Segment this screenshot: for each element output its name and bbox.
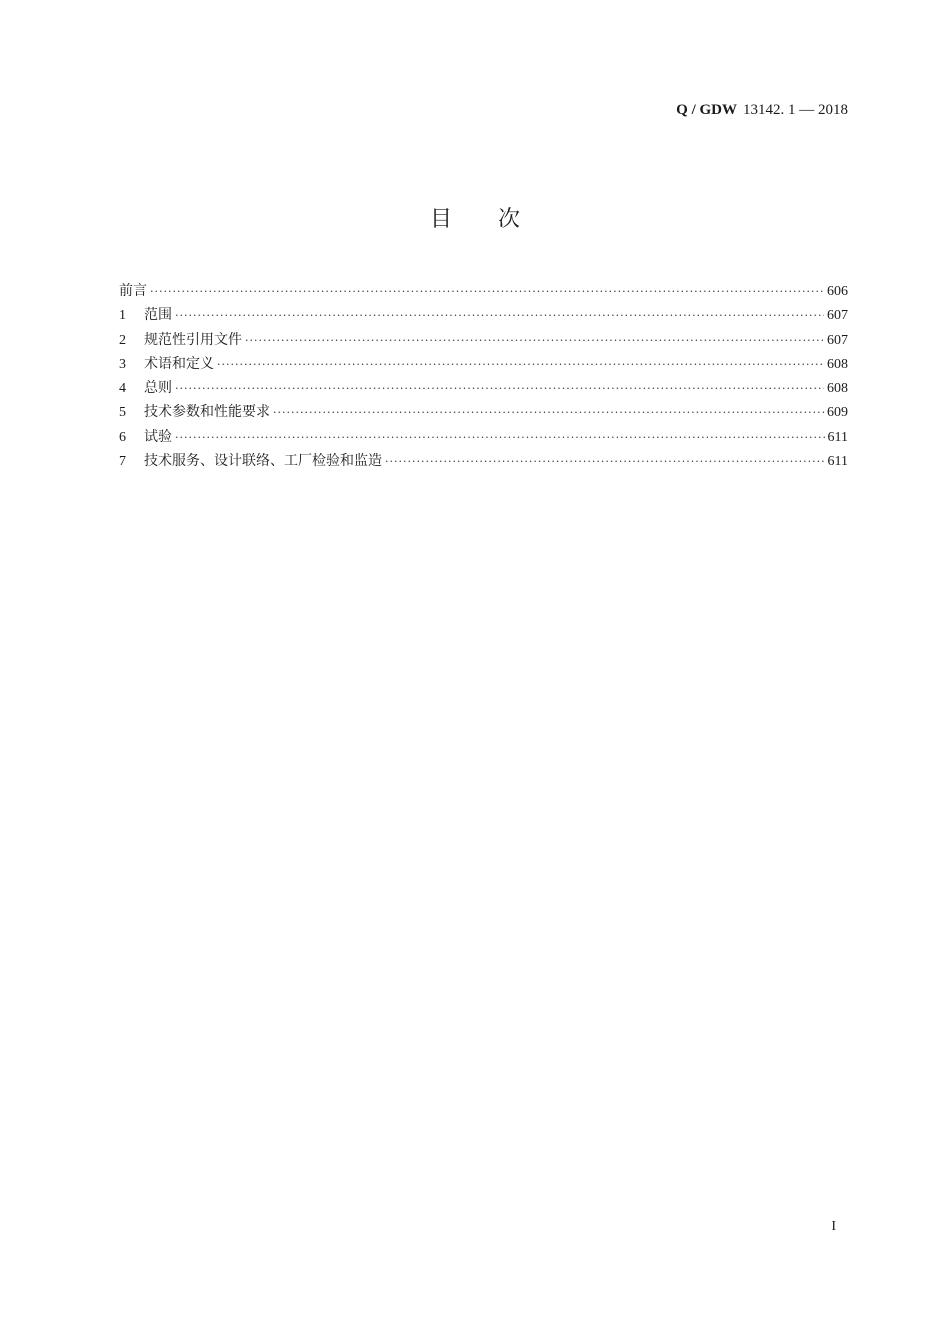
toc-entry-terms-definitions[interactable] bbox=[119, 352, 848, 376]
toc-entry-normative-references[interactable] bbox=[119, 328, 848, 352]
toc-entry-number: 7 bbox=[119, 454, 126, 470]
toc-entry-technical-services[interactable] bbox=[119, 449, 848, 473]
toc-entry-number: 2 bbox=[119, 332, 126, 348]
toc-entry-page: 606 bbox=[827, 284, 848, 299]
dot-leader bbox=[175, 426, 825, 450]
toc-entry-tests[interactable] bbox=[119, 425, 848, 449]
toc-entry-label: 试验 bbox=[144, 428, 172, 445]
toc-entry-label: 技术参数和性能要求 bbox=[144, 404, 270, 421]
toc-entry-page: 611 bbox=[827, 454, 848, 470]
toc-entry-label: 规范性引用文件 bbox=[144, 331, 242, 348]
toc-entry-number: 6 bbox=[119, 429, 126, 445]
toc-entry-label: 范围 bbox=[144, 307, 172, 324]
standard-prefix: Q / GDW bbox=[676, 102, 737, 118]
dot-leader bbox=[217, 353, 824, 377]
toc-entry-page: 607 bbox=[827, 332, 848, 348]
dot-leader bbox=[150, 280, 824, 304]
dot-leader bbox=[175, 377, 824, 401]
dot-leader bbox=[273, 401, 824, 425]
dot-leader bbox=[245, 329, 824, 353]
toc-entry-page: 608 bbox=[827, 356, 848, 372]
dot-leader bbox=[385, 450, 825, 474]
toc-entry-scope[interactable] bbox=[119, 303, 848, 327]
dot-leader bbox=[175, 304, 824, 328]
toc-list bbox=[119, 279, 848, 473]
toc-entry-page: 607 bbox=[827, 308, 848, 324]
toc-entry-general[interactable] bbox=[119, 376, 848, 400]
toc-entry-number: 3 bbox=[119, 356, 126, 372]
toc-entry-page: 608 bbox=[827, 381, 848, 397]
toc-title: 目次 bbox=[429, 207, 566, 232]
toc-entry-page: 611 bbox=[827, 429, 848, 445]
toc-entry-label: 前言 bbox=[119, 283, 147, 299]
toc-entry-number: 4 bbox=[119, 381, 126, 397]
page-number: I bbox=[831, 1219, 836, 1234]
toc-entry-label: 技术服务、设计联络、工厂检验和监造 bbox=[144, 453, 382, 470]
standard-header bbox=[676, 102, 848, 119]
toc-entry-number: 5 bbox=[119, 405, 126, 421]
toc-entry-technical-parameters[interactable] bbox=[119, 400, 848, 424]
toc-entry-label: 总则 bbox=[144, 380, 172, 397]
toc-entry-foreword[interactable] bbox=[119, 279, 848, 303]
standard-number: 13142. 1 — 2018 bbox=[743, 102, 848, 118]
toc-entry-label: 术语和定义 bbox=[144, 355, 214, 372]
toc-entry-number: 1 bbox=[119, 308, 126, 324]
toc-entry-page: 609 bbox=[827, 405, 848, 421]
